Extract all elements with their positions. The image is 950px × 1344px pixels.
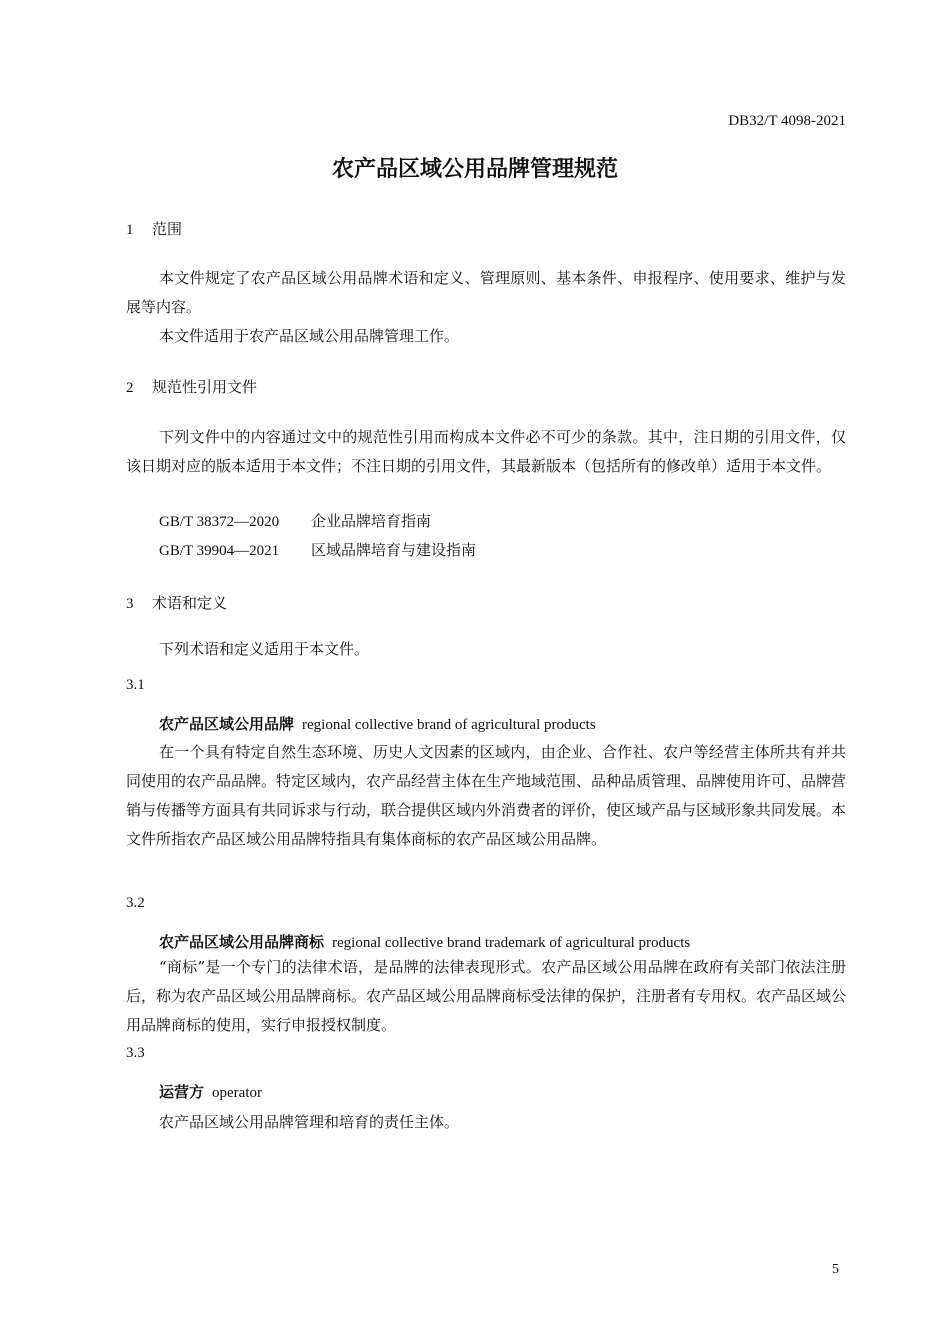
term-definition: 农产品区域公用品牌管理和培育的责任主体。 [159,1113,460,1131]
section-1-paragraph-2: 本文件适用于农产品区域公用品牌管理工作。 [159,327,460,345]
section-2-heading [126,376,257,397]
term-name-en: regional collective brand trademark of agricultural products [332,935,691,951]
term-number: 3.2 [126,895,145,911]
term-number: 3.3 [126,1045,145,1061]
term-name-zh: 农产品区域公用品牌 [159,715,295,733]
term-number: 3.1 [126,677,145,693]
reference-item [159,539,476,560]
reference-name: 企业品牌培育指南 [311,512,432,530]
document-title: 农产品区域公用品牌管理规范 [331,157,618,182]
reference-item [159,510,431,531]
term-name-zh: 农产品区域公用品牌商标 [159,933,325,951]
section-title: 术语和定义 [152,594,228,612]
section-number: 1 [126,222,134,238]
section-title: 规范性引用文件 [152,378,258,396]
section-title: 范围 [152,220,183,238]
term-definition: 在一个具有特定自然生态环境、历史人文因素的区域内，由企业、合作社、农户等经营主体所共有并共同使用的农产品品牌。特定区域内，农产品经营主体在生产地域范围、品种品质管理、品牌使用许可、品牌营销与传播等方面具有共同诉求与行动，联合提供区域内外消费者的评价，使区域产品与区域形象共同发展。本文件所指农产品区域公用品牌特指具有集体商标的农产品区域公用品牌。 [126,743,847,848]
reference-name: 区域品牌培育与建设指南 [311,541,477,559]
section-3-paragraph-1: 下列术语和定义适用于本文件。 [159,640,370,658]
document-number: DB32/T 4098-2021 [728,113,846,129]
term-definition: “商标”是一个专门的法律术语，是品牌的法律表现形式。农产品区域公用品牌在政府有关部门依法注册后，称为农产品区域公用品牌商标。农产品区域公用品牌商标受法律的保护，注册者有专用权。农产品区域公用品牌商标的使用，实行申报授权制度。 [126,958,847,1034]
term-name-en: operator [212,1085,262,1101]
term-heading [159,931,690,952]
section-number: 2 [126,380,134,396]
section-2-paragraph-1: 下列文件中的内容通过文中的规范性引用而构成本文件必不可少的条款。其中，注日期的引用文件，仅该日期对应的版本适用于本文件；不注日期的引用文件，其最新版本（包括所有的修改单）适用于本文件。 [126,428,846,475]
term-name-zh: 运营方 [159,1083,205,1101]
term-name-en: regional collective brand of agricultural products [302,717,596,733]
reference-code: GB/T 39904—2021 [159,543,280,559]
section-3-heading [126,592,227,613]
page-number: 5 [832,1262,839,1277]
term-heading [159,713,596,734]
section-number: 3 [126,596,134,612]
section-1-heading [126,218,182,239]
term-heading [159,1081,262,1102]
section-1-paragraph-1: 本文件规定了农产品区域公用品牌术语和定义、管理原则、基本条件、申报程序、使用要求、维护与发展等内容。 [126,269,846,316]
reference-code: GB/T 38372—2020 [159,514,280,530]
